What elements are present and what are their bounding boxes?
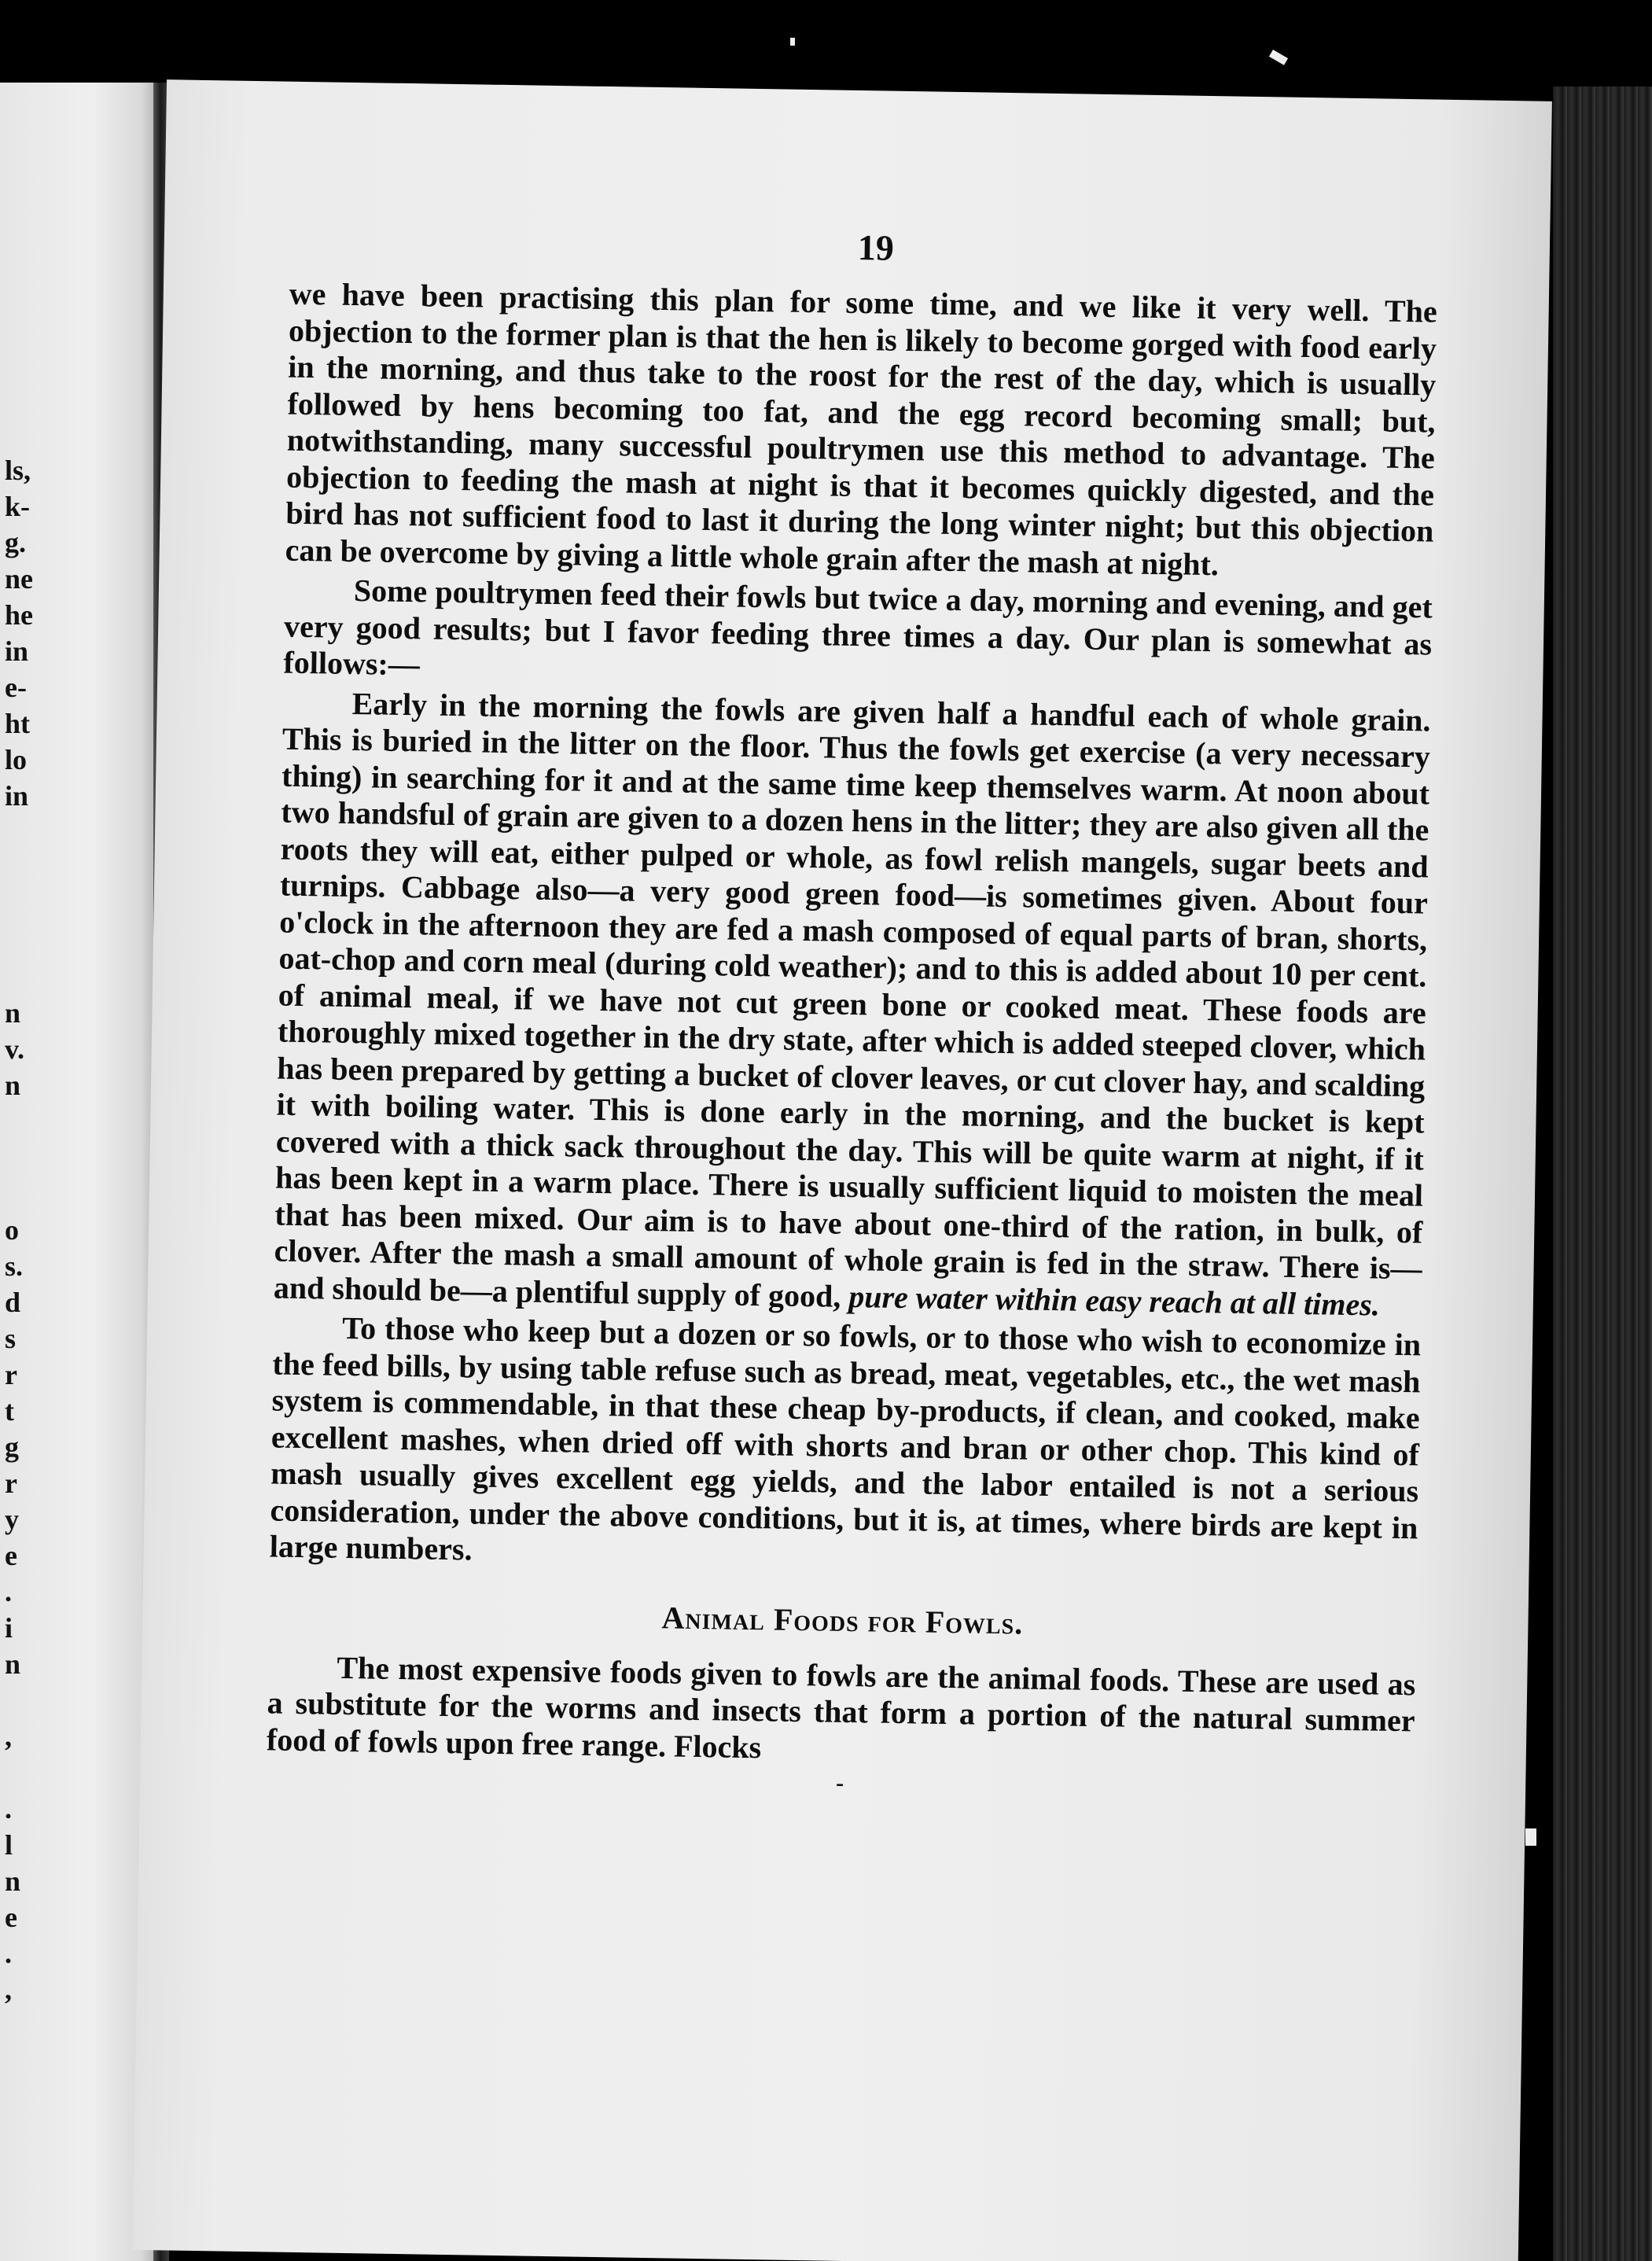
left-page-fragment	[5, 1103, 36, 1140]
left-page-fragment: r	[5, 1359, 17, 1390]
left-page-fragment: .	[5, 1793, 12, 1825]
left-page-fragment: in	[5, 780, 29, 812]
left-page-text-fragments	[5, 452, 36, 2008]
left-page-fragment	[5, 1140, 36, 1176]
left-page-fragment: d	[5, 1287, 21, 1318]
page-number: 19	[857, 226, 895, 268]
left-page-fragment: in	[5, 635, 29, 667]
paragraph-continuation: we have been practising this plan for some time, and we like it very well. The objection to the former plan is that the hen is likely to become gorged with food early in the morning, and thus take to the roost for the rest of the day, which is usually followed by hens becoming too fat, and the egg record becoming small; but, notwithstanding, many successful poultrymen use this method to advantage. The objection to feeding the mash at night is that it becomes quickly digested, and the bird has not sufficient food to last it during the long winter night; but this objection can be overcome by giving a little whole grain after the mash at night.	[285, 275, 1438, 582]
paragraph-feeding-plan-text: Early in the morning the fowls are given half a handful each of whole grain. This is buried in the litter on the floor. Thus the fowls get exercise (a very necessary thing) in searching for it and at the same time keep themselves warm. At noon about two handsful of grain are given to a dozen hens in the litter; they are also given all the roots they will eat, either pulped or whole, as fowl relish mangels, sugar beets and turnips. Cabbage also—a very good green food—is sometimes given. About four o'clock in the afternoon they are fed a mash composed of equal parts of bran, shorts, oat-chop and corn meal (during cold weather); and to this is added about 10 per cent. of animal meal, if we have not cut green bone or cooked meat. These foods are thoroughly mixed together in the dry state, after which is added steeped clover, which has been prepared by getting a bucket of clover leaves, or cut clover hay, and scalding it with boiling water. This is done early in the morning, and the bucket is kept covered with a thick sack throughout the day. This will be quite warm at night, if it has been kept in a warm place. There is usually sufficient liquid to moisten the meal that has been mixed. Our aim is to have about one-third of the ration, in bulk, of clover. After the mash a small amount of whole grain is fed in the straw. There is—and should be—a plentiful supply of good,	[273, 685, 1431, 1314]
left-page-fragment: ls,	[5, 455, 31, 486]
left-page-fragment: .	[5, 1938, 12, 1969]
left-page-fragment	[5, 959, 36, 995]
left-page-fragment: s	[5, 1323, 17, 1354]
left-page-fragment: ht	[5, 708, 31, 739]
left-page-fragment: he	[5, 599, 33, 631]
left-page-fragment: s.	[5, 1250, 24, 1282]
left-page-fragment: g.	[5, 527, 26, 558]
scan-speck	[1525, 1828, 1536, 1846]
left-page-fragment: k-	[5, 491, 31, 522]
book-page	[133, 79, 1552, 2261]
left-page-fragment: r	[5, 1467, 17, 1499]
left-page-fragment: i	[5, 1612, 13, 1644]
paragraph-wet-mash: To those who keep but a dozen or so fowls, or to those who wish to economize in the feed bills, by using table refuse such as bread, meat, vegetables, etc., the wet mash system is commendable, in that these cheap by-products, if clean, and cooked, make excellent mashes, when dried off with shorts and bran or other chop. This kind of mash usually gives excellent egg yields, and the labor entailed is not a serious consideration, under the above conditions, but it is, at times, where birds are kept in large numbers.	[269, 1309, 1422, 1567]
paragraph-feeding-times: Some poultrymen feed their fowls but twice a day, morning and evening, and get very good results; but I favor feeding three times a day. Our plan is somewhat as follows:—	[283, 572, 1433, 683]
left-page-fragment: n	[5, 997, 21, 1029]
paragraph-animal-foods: The most expensive foods given to fowls are the animal foods. These are used as a substitute for the worms and insects that form a portion of the natural summer food of fowls upon free range. Flocks	[266, 1649, 1416, 1765]
left-page-fragment: ,	[5, 1974, 12, 2005]
left-page-fragment	[5, 1755, 36, 1791]
left-page-fragment	[5, 850, 36, 886]
left-page-fragment: t	[5, 1395, 14, 1427]
section-heading: Animal Foods for Fowls.	[661, 1599, 1024, 1641]
left-page-fragment: g	[5, 1431, 19, 1463]
left-page-fragment: o	[5, 1214, 19, 1246]
scan-speck	[1269, 50, 1288, 65]
paragraph-feeding-plan-italic: pure water within easy reach at all times.	[848, 1278, 1381, 1323]
left-page-fragment: n	[5, 1070, 21, 1101]
left-page-fragment: e	[5, 1540, 17, 1571]
left-page-fragment: l	[5, 1829, 13, 1861]
left-page-fragment: y	[5, 1504, 19, 1535]
left-page-fragment: n	[5, 1648, 21, 1680]
left-page-fragment: n	[5, 1865, 21, 1897]
left-page-fragment: v.	[5, 1033, 25, 1065]
left-page-fragment: e	[5, 1902, 17, 1933]
left-page-fragment: ne	[5, 563, 33, 595]
left-page-fragment	[5, 1682, 36, 1718]
left-page-fragment: ,	[5, 1721, 12, 1752]
bottom-mark: -	[835, 1769, 844, 1796]
left-page-fragment: .	[5, 1576, 12, 1607]
paragraph-feeding-plan	[274, 684, 1431, 1324]
scan-speck	[790, 38, 795, 46]
left-page-fragment: e-	[5, 672, 27, 703]
left-page-fragment	[5, 814, 36, 850]
left-page-fragment	[5, 886, 36, 922]
book-spine-edge	[1553, 87, 1652, 2261]
left-page-fragment	[5, 1176, 36, 1212]
left-page-fragment	[5, 922, 36, 959]
left-page-fragment: lo	[5, 744, 28, 775]
left-page-edge	[0, 83, 153, 2261]
page-text-block	[266, 219, 1438, 1805]
